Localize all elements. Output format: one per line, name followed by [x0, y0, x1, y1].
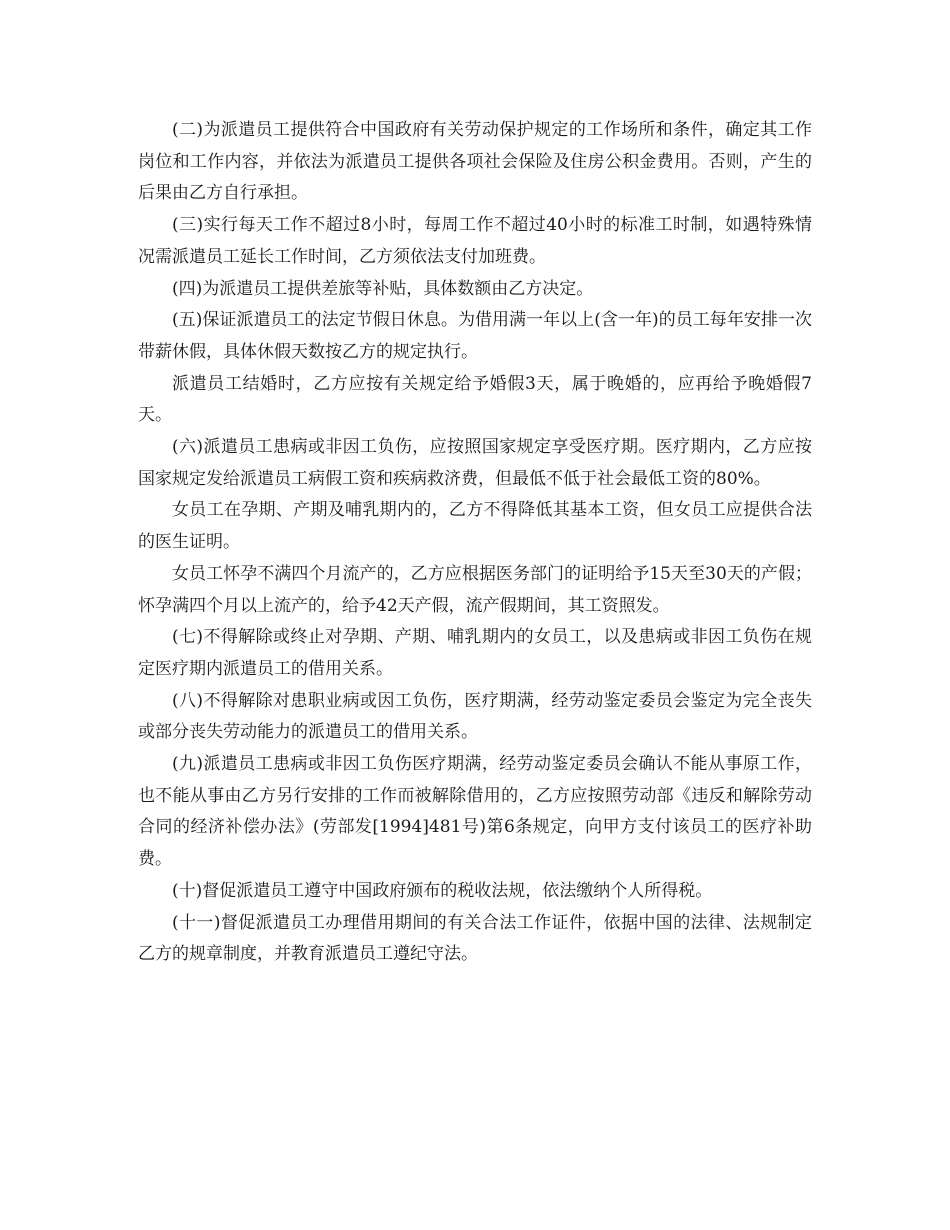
paragraph: (三)实行每天工作不超过8小时，每周工作不超过40小时的标准工时制，如遇特殊情况需派遣员工延长工作时间，乙方须依法支付加班费。 — [138, 215, 812, 267]
paragraph: (六)派遣员工患病或非因工负伤，应按照国家规定享受医疗期。医疗期内，乙方应按国家规定发给派遣员工病假工资和疾病救济费，但最低不低于社会最低工资的80%。 — [138, 437, 812, 489]
paragraph: (十一)督促派遣员工办理借用期间的有关合法工作证件，依据中国的法律、法规制定乙方的规章制度，并教育派遣员工遵纪守法。 — [138, 912, 812, 965]
document-body — [138, 115, 812, 971]
paragraph: (八)不得解除对患职业病或因工负伤，医疗期满，经劳动鉴定委员会鉴定为完全丧失或部分丧失劳动能力的派遣员工的借用关系。 — [138, 690, 812, 743]
paragraph: (四)为派遣员工提供差旅等补贴，具体数额由乙方决定。 — [172, 278, 594, 299]
paragraph: 女员工在孕期、产期及哺乳期内的，乙方不得降低其基本工资，但女员工应提供合法的医生证明。 — [138, 500, 812, 553]
paragraph: 派遣员工结婚时，乙方应按有关规定给予婚假3天，属于晚婚的，应再给予晚婚假7天。 — [138, 373, 812, 426]
paragraph: (十)督促派遣员工遵守中国政府颁布的税收法规，依法缴纳个人所得税。 — [172, 880, 713, 901]
paragraph: (九)派遣员工患病或非因工负伤医疗期满，经劳动鉴定委员会确认不能从事原工作，也不能从事由乙方另行安排的工作而被解除借用的，乙方应按照劳动部《违反和解除劳动合同的经济补偿办法》(劳部发[1994]481号)第6条规定，向甲方支付该员工的医疗补助费。 — [138, 754, 812, 870]
paragraph: (七)不得解除或终止对孕期、产期、哺乳期内的女员工，以及患病或非因工负伤在规定医疗期内派遣员工的借用关系。 — [138, 627, 812, 679]
paragraph: (二)为派遣员工提供符合中国政府有关劳动保护规定的工作场所和条件，确定其工作岗位和工作内容，并依法为派遣员工提供各项社会保险及住房公积金费用。否则，产生的后果由乙方自行承担。 — [138, 120, 812, 204]
paragraph: (五)保证派遣员工的法定节假日休息。为借用满一年以上(含一年)的员工每年安排一次带薪休假，具体休假天数按乙方的规定执行。 — [138, 310, 812, 362]
paragraph: 女员工怀孕不满四个月流产的，乙方应根据医务部门的证明给予15天至30天的产假；怀孕满四个月以上流产的，给予42天产假，流产假期间，其工资照发。 — [138, 563, 812, 616]
